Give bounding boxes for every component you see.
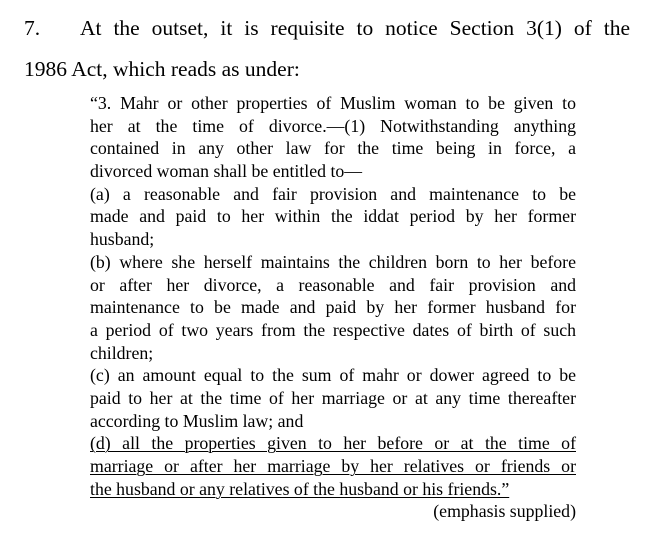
quote-line: husband; — [90, 229, 155, 250]
paragraph-number: 7. — [24, 16, 41, 40]
quote-line: (b) where she herself maintains the children born to her before — [90, 251, 576, 272]
quote-line: divorced woman shall be entitled to— — [90, 161, 363, 182]
quote-line: or after her divorce, a reasonable and fair provision and — [90, 274, 576, 295]
quote-line: a period of two years from the respective dates of birth of such — [90, 319, 576, 340]
paragraph-7 — [24, 8, 630, 90]
quote-line: according to Muslim law; and — [90, 410, 304, 431]
underlined-quote-line: (d) all the properties given to her before or at the time of — [90, 433, 576, 454]
quote-line: paid to her at the time of her marriage or at any time thereafter — [90, 387, 576, 408]
quote-line: “3. Mahr or other properties of Muslim woman to be given to — [90, 93, 576, 113]
quote-line: her at the time of divorce.—(1) Notwithstanding anything — [90, 115, 576, 136]
quote-line: (c) an amount equal to the sum of mahr or dower agreed to be — [90, 365, 576, 386]
paragraph-first-line — [24, 8, 630, 49]
quote-line: maintenance to be made and paid by her former husband for — [90, 297, 576, 318]
statute-quote-block — [90, 92, 576, 523]
underlined-quote-line: the husband or any relatives of the husband or his friends.” — [90, 478, 510, 499]
quote-line: made and paid to her within the iddat period by her former — [90, 206, 576, 227]
emphasis-note: (emphasis supplied) — [433, 501, 576, 522]
paragraph-text-line-2: 1986 Act, which reads as under: — [24, 57, 300, 81]
quote-line: children; — [90, 342, 154, 363]
underlined-quote-line: marriage or after her marriage by her relatives or friends or — [90, 456, 576, 476]
quote-line: contained in any other law for the time being in force, a — [90, 138, 576, 159]
paragraph-text-line-1: At the outset, it is requisite to notice Section 3(1) of the — [80, 16, 630, 40]
quote-line: (a) a reasonable and fair provision and maintenance to be — [90, 183, 576, 204]
